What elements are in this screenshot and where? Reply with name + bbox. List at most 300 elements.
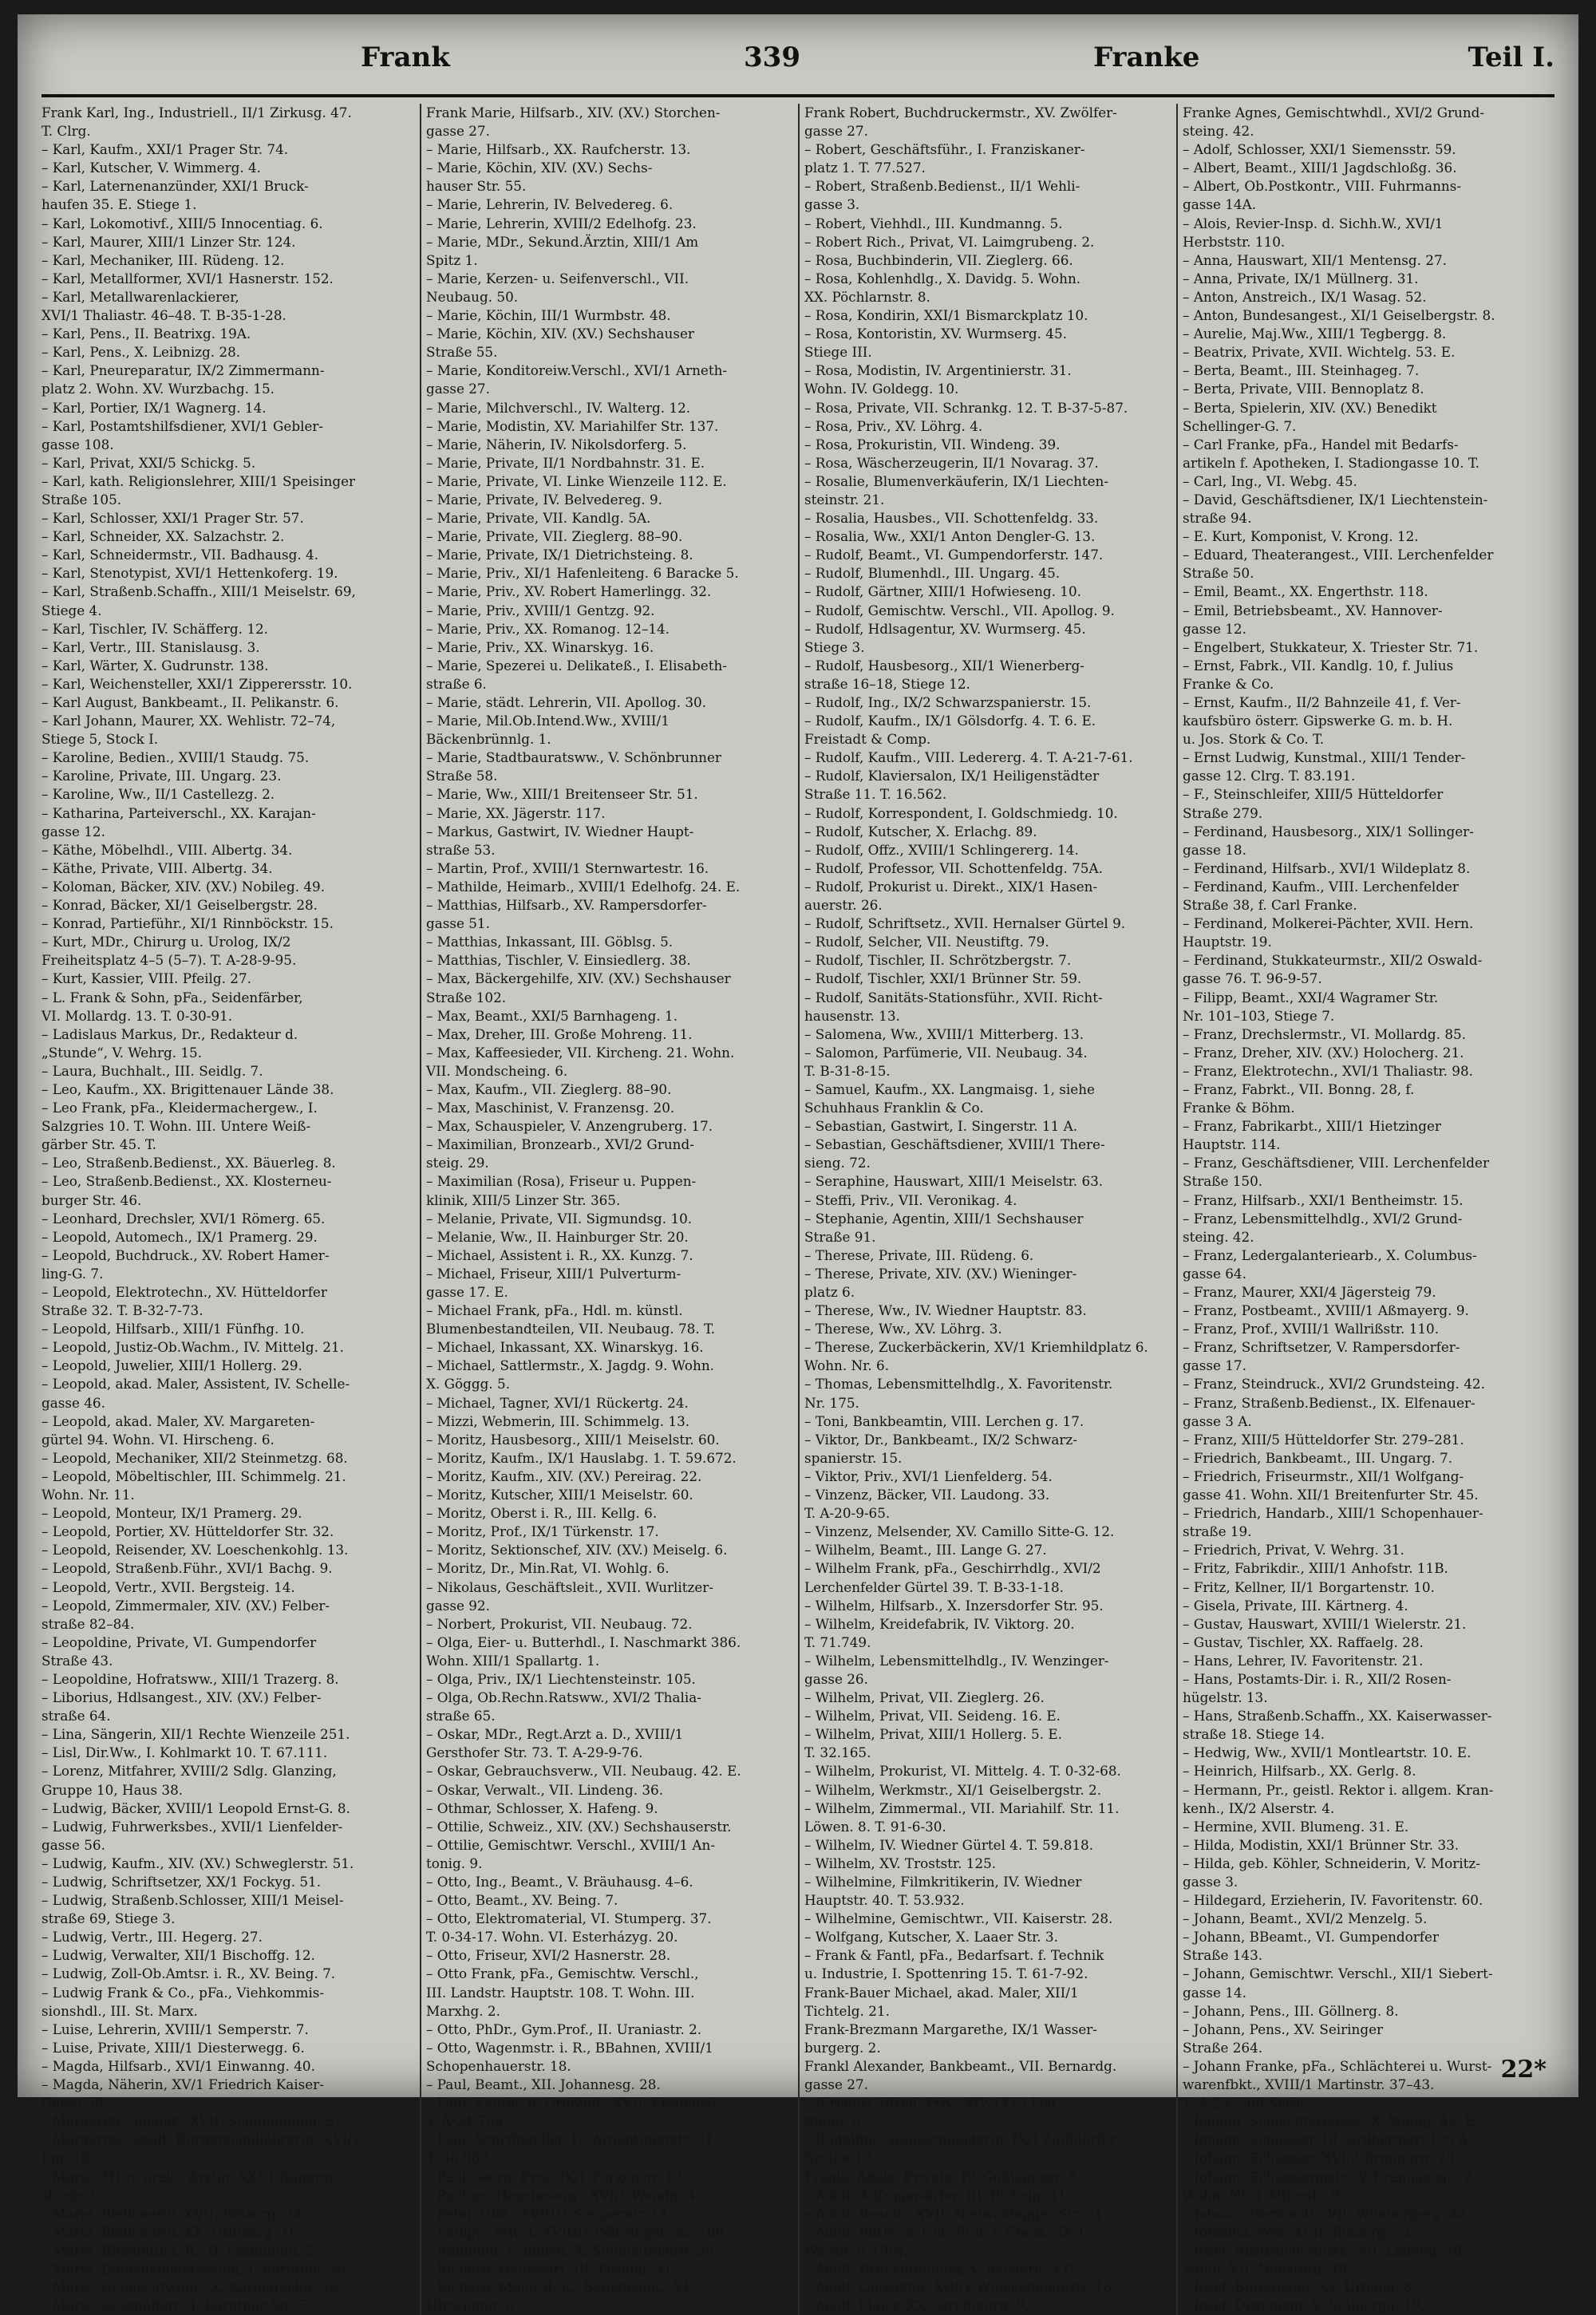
running-head-left: Frank — [361, 41, 450, 73]
directory-entry-line: – Johann, Pens., III. Göllnerg. 8. — [1183, 2002, 1399, 2019]
directory-entry-line: – Moritz, Dr., Min.Rat, VI. Wohlg. 6. — [426, 1560, 670, 1577]
directory-entry-line: – Marie, Priv., XX. Winarskyg. 16. — [426, 638, 654, 655]
directory-entry-line: – Gustav, Tischler, XX. Raffaelg. 28. — [1183, 1634, 1424, 1650]
directory-entry-line: – Franz, Ledergalanteriearb., X. Columbus- — [1183, 1246, 1477, 1263]
directory-entry-line: – Rosa, Modistin, IV. Argentinierstr. 31. — [804, 362, 1072, 379]
directory-entry-line: – Otto, Ing., Beamt., V. Bräuhausg. 4–6. — [426, 1874, 693, 1890]
directory-entry-line: Neubaug. 50. — [426, 288, 519, 305]
directory-entry-line: Schellinger-G. 7. — [1183, 417, 1297, 434]
directory-entry-line: – Therese, Ww., IV. Wiedner Hauptstr. 83. — [804, 1302, 1087, 1319]
directory-entry-line: – Marie, Köchin, XIV. (XV.) Sechs- — [426, 160, 653, 176]
directory-entry-line: – Richard, Hauswart, III. Fasang. 41. — [426, 2260, 677, 2277]
directory-entry-line: – Richard, Major d. R., Bankbeamt., VI. — [426, 2279, 693, 2296]
directory-entry-line: Straße 264. — [1183, 2039, 1263, 2056]
directory-entry-line: Straße 55. — [426, 344, 498, 361]
directory-entry-line: gasse 14. — [1183, 1984, 1246, 2001]
directory-entry-line: – Rosa, Priv., XV. Löhrg. 4. — [804, 417, 983, 434]
directory-entry-line: – Carl, Ing., VI. Webg. 45. — [1183, 472, 1357, 489]
directory-entry-line: – Norbert, Prokurist, VII. Neubaug. 72. — [426, 1615, 693, 1632]
directory-entry-line: – Ludwig, Zoll-Ob.Amtsr. i. R., XV. Being. 7. — [41, 1965, 336, 1982]
directory-entry-line: VI. Mollardg. 13. T. 0-30-91. — [41, 1007, 233, 1024]
directory-entry-line: – Ernst Ludwig, Kunstmal., XIII/1 Tender- — [1183, 749, 1466, 766]
directory-entry-line: – Hilda, geb. Köhler, Schneiderin, V. Moritz- — [1183, 1855, 1480, 1871]
directory-entry-line: – Rosa, Kontoristin, XV. Wurmserg. 45. — [804, 326, 1067, 342]
directory-entry-line: – Rosa, Wäscherzeugerin, II/1 Novarag. 37. — [804, 454, 1099, 471]
directory-entry-line: – Karl, Metallformer, XVI/1 Hasnerstr. 152. — [41, 270, 334, 286]
directory-entry-line: straße 6. — [426, 675, 487, 692]
directory-entry-line: – Hildegard, Erzieherin, IV. Favoritenstr. 60. — [1183, 1892, 1483, 1909]
directory-entry-line: – Wilhelm, Privat, VII. Seideng. 16. E. — [804, 1708, 1061, 1724]
directory-entry-line: T. 71.749. — [804, 1634, 871, 1650]
directory-entry-line: – Ferdinand, Molkerei-Pächter, XVII. Hern. — [1183, 915, 1474, 932]
directory-entry-line: Ing. 16. — [41, 2150, 94, 2167]
directory-entry-line: – Karl, Wärter, X. Gudrunstr. 138. — [41, 657, 269, 674]
directory-entry-line: – Ludwig, Kaufm., XIV. (XV.) Schweglerstr. 51. — [41, 1855, 354, 1871]
directory-entry-line: – Rudolf, Selcher, VII. Neustiftg. 79. — [804, 934, 1049, 950]
directory-entry-line: – Karl, Weichensteller, XXI/1 Zipperersstr. 10. — [41, 675, 353, 692]
directory-entry-line: – Moritz, Kutscher, XIII/1 Meiselstr. 60. — [426, 1487, 693, 1503]
directory-entry-line: – Wilhelm, XV. Troststr. 125. — [804, 1855, 997, 1871]
directory-entry-line: – Ludwig Frank & Co., pFa., Viehkommis- — [41, 1984, 325, 2001]
directory-entry-line: – Otto, PhDr., Gym.Prof., II. Uraniastr. 2. — [426, 2021, 702, 2037]
directory-entry-line: Wohn. VII. Neustiftg. 49. — [1183, 2260, 1352, 2277]
directory-entry-line: straße 1. — [41, 2187, 102, 2203]
directory-entry-line: – Josef, Anstreichermstr., VII. Langeg. 28. — [1183, 2242, 1467, 2258]
column-2 — [420, 104, 795, 2315]
directory-entry-line: VII. Mondscheing. 6. — [426, 1062, 568, 1079]
directory-entry-line: – Paul, Beamt., XII. Johannesg. 28. — [426, 2076, 661, 2093]
directory-entry-line: – Ottilie, Schweiz., XIV. (XV.) Sechshauserstr. — [426, 1818, 732, 1835]
directory-entry-line: – Oskar, MDr., Regt.Arzt a. D., XVIII/1 — [426, 1726, 684, 1743]
directory-entry-line: – Marie, Köchin, III/1 Wurmbstr. 48. — [426, 307, 671, 324]
directory-entry-line: – Marie, Priv., XX. Romanog. 12–14. — [426, 620, 670, 637]
directory-entry-line: – Kurt, MDr., Chirurg u. Urolog, IX/2 — [41, 934, 291, 950]
directory-entry-line: – Therese, Private, XIV. (XV.) Wieninger- — [804, 1265, 1077, 1282]
directory-entry-line: – Max, Kaffeesieder, VII. Kircheng. 21. Wohn. — [426, 1044, 735, 1061]
directory-entry-line: – Marie, Private, IX/1 Dietrichsteing. 8. — [426, 547, 693, 563]
directory-entry-line: Frank Marie, Hilfsarb., XIV. (XV.) Storchen- — [426, 105, 721, 120]
directory-entry-line: – Pauline, Hausbesorg., XVI/1 Wendg. 4. — [426, 2187, 700, 2203]
directory-entry-line: – Emil, Beamt., XX. Engerthstr. 118. — [1183, 583, 1428, 600]
directory-entry-line: – Karl, Pens., II. Beatrixg. 19A. — [41, 326, 251, 342]
directory-entry-line: gasse 3. — [1183, 1874, 1238, 1890]
directory-entry-line: – Moritz, Hausbesorg., XIII/1 Meiselstr. 60. — [426, 1431, 720, 1448]
directory-entry-line: – Karl, Pneureparatur, IX/2 Zimmermann- — [41, 362, 325, 379]
directory-entry-line: gasse 56. — [41, 1836, 105, 1853]
directory-entry-line: – Lorenz, Mitfahrer, XVIII/2 Sdlg. Glanzing, — [41, 1763, 337, 1780]
directory-entry-line: Wasag. 9. Clrg. — [804, 2242, 908, 2258]
directory-entry-line: – Steffi, Priv., VII. Veronikag. 4. — [804, 1191, 1017, 1208]
directory-entry-line: – Marie, Hilfsarb., XX. Raufcherstr. 13. — [426, 141, 691, 158]
directory-entry-line: – Adolf, Beamt., XVII. Neuwaldegger Str. 21. — [804, 2205, 1108, 2222]
directory-entry-line: – Franz, Postbeamt., XVIII/1 Aßmayerg. 9. — [1183, 1302, 1469, 1319]
directory-entry-line: Herbststr. 110. — [1183, 233, 1286, 250]
directory-entry-line: – Franz, Geschäftsdiener, VIII. Lerchenfelder — [1183, 1155, 1489, 1171]
directory-entry-line: – Marie, Mil.Ob.Intend.Ww., XVIII/1 — [426, 713, 670, 729]
directory-entry-line: gasse 12. Clrg. T. 83.191. — [1183, 768, 1356, 784]
directory-entry-line: – Max, Dreher, III. Große Mohreng. 11. — [426, 1025, 693, 1042]
directory-entry-line: – Max, Schauspieler, V. Anzengruberg. 17. — [426, 1118, 713, 1135]
directory-entry-line: Straße 143. — [1183, 1947, 1263, 1964]
directory-entry-line: – Karl, kath. Religionslehrer, XIII/1 Speisinger — [41, 472, 356, 489]
directory-entry-line: – Rudolf, Kaufm., IX/1 Gölsdorfg. 4. T. 6. E. — [804, 713, 1096, 729]
directory-entry-line: – Max, Kaufm., VII. Zieglerg. 88–90. — [426, 1080, 672, 1097]
directory-entry-line: – Otto, Beamt., XV. Being. 7. — [426, 1892, 618, 1909]
directory-entry-line: hügelstr. 13. — [1183, 1689, 1268, 1706]
directory-entry-line: – Otto, Wagenmstr. i. R., BBahnen, XVIII/1 — [426, 2039, 713, 2056]
directory-entry-line: artikeln f. Apotheken, I. Stadiongasse 10. T. — [1183, 454, 1479, 471]
directory-entry-line: – Carl Franke, pFa., Handel mit Bedarfs- — [1183, 436, 1459, 452]
directory-entry-line: – Maximilian, Bronzearb., XVI/2 Grund- — [426, 1136, 694, 1153]
part-label: Teil I. — [1468, 41, 1555, 73]
directory-entry-line: – Marie, städt. Lehrerin, VII. Apollog. 30. — [426, 694, 707, 710]
directory-entry-line: – Peter, Offz., XVIII/1 Semperstr. 11. — [426, 2205, 673, 2222]
directory-entry-line: – Moritz, Kaufm., IX/1 Hauslabg. 1. T. 59.672. — [426, 1449, 737, 1466]
directory-entry-line: – Moritz, Oberst i. R., III. Kellg. 6. — [426, 1505, 658, 1522]
directory-entry-line: – Hans, Postamts-Dir. i. R., XII/2 Rosen- — [1183, 1670, 1452, 1687]
directory-entry-line: – Rudolf, Schriftsetz., XVII. Hernalser Gürtel 9. — [804, 915, 1126, 932]
directory-entry-line: Straße 279. — [1183, 804, 1263, 821]
directory-entry-line: – Wilhelm, Lebensmittelhdlg., IV. Wenzinger- — [804, 1652, 1109, 1669]
signature-mark: 22* — [1500, 2056, 1547, 2084]
directory-entry-line: T. B-31-8-15. — [804, 1062, 891, 1079]
directory-entry-line: – Marie, Bedienerin, XVII. Rötzerg. 22. — [41, 2205, 306, 2222]
directory-entry-line: gasse 26. — [804, 1670, 868, 1687]
directory-entry-line: – Albert, Ob.Postkontr., VIII. Fuhrmanns- — [1183, 178, 1461, 195]
directory-entry-line: – Franz, Maurer, XXI/4 Jägersteig 79. — [1183, 1284, 1436, 1300]
directory-entry-line: – Marie, Spezerei u. Delikateß., I. Elisabeth- — [426, 657, 727, 674]
directory-entry-line: – Anna, Hauswart, XII/1 Mentensg. 27. — [1183, 251, 1447, 268]
directory-entry-line: – Michael, Tagner, XVI/1 Rückertg. 24. — [426, 1394, 689, 1411]
directory-entry-line: Frank Robert, Buchdruckermstr., XV. Zwölfer- — [804, 105, 1117, 120]
directory-entry-line: klinik, XIII/5 Linzer Str. 365. — [426, 1191, 621, 1208]
directory-entry-line: – Toni, Bankbeamtin, VIII. Lerchen g. 17. — [804, 1412, 1084, 1429]
directory-entry-line: – E. Kurt, Komponist, V. Krong. 12. — [1183, 528, 1419, 545]
directory-entry-line: – Karl, Schlosser, XXI/1 Prager Str. 57. — [41, 510, 304, 527]
directory-entry-line: – Margarete, Beamt., XVII. Schumannng. 57. — [41, 2113, 347, 2130]
directory-entry-line: sionshdl., III. St. Marx. — [41, 2002, 198, 2019]
directory-entry-line: straße 82–84. — [41, 1615, 135, 1632]
directory-entry-line: – Josef, Bürodiener, XV. Urbang. 8. — [1183, 2279, 1417, 2296]
directory-entry-line: – Johanna, Ww., XVII. Rötzerg. 22. — [1183, 2223, 1416, 2240]
directory-entry-line: – Hans, Straßenb.Schaffn., XX. Kaiserwasser- — [1183, 1708, 1492, 1724]
directory-entry-line: – Marie, XX. Jägerstr. 117. — [426, 804, 606, 821]
directory-entry-line: – Franz, Elektrotechn., XVI/1 Thaliastr. 98. — [1183, 1062, 1473, 1079]
directory-entry-line: straße 16–18, Stiege 12. — [804, 675, 970, 692]
directory-entry-line: T. 32.165. — [804, 1744, 871, 1761]
directory-entry-line: – Paul, Kaufm. u. Großhdl., XVII. Frauenstr. — [426, 2095, 722, 2112]
directory-entry-line: – Sebastian, Gastwirt, I. Singerstr. 11 A. — [804, 1118, 1078, 1135]
directory-entry-line: – Marie, Lehrerin, IV. Belvedereg. 6. — [426, 196, 674, 213]
directory-entry-line: gasse 17. — [1183, 1357, 1246, 1374]
directory-entry-line: gasse 3. — [804, 196, 860, 213]
directory-entry-line: – Rosa, Kohlenhdlg., X. Davidg. 5. Wohn. — [804, 270, 1081, 286]
directory-entry-line: gasse 27. — [804, 2076, 868, 2093]
directory-entry-line: straße 64. — [41, 1708, 111, 1724]
directory-entry-line: – Adolf, Aufzugswärter, III. Bickelg. 41. — [804, 2187, 1071, 2203]
directory-entry-line: – Anton, Bundesangest., XI/1 Geiselbergstr. 8. — [1183, 307, 1495, 324]
directory-entry-line: – Adolf, Maler, XX. Streffleurg. 9. — [804, 2297, 1029, 2314]
directory-entry-line: – Karl Johann, Maurer, XX. Wehlistr. 72–74, — [41, 713, 336, 729]
directory-entry-line: – Hermann, Pr., geistl. Rektor i. allgem. Kran- — [1183, 1781, 1494, 1798]
directory-entry-line: – Olga, Eier- u. Butterhdl., I. Naschmarkt 386. — [426, 1634, 741, 1650]
directory-entry-line: – Johann Franke, pFa., Schlächterei u. Wurst- — [1183, 2057, 1492, 2074]
directory-entry-line: – Moritz, Kaufm., XIV. (XV.) Pereirag. 22. — [426, 1468, 702, 1484]
directory-entry-line: – Robert Rich., Privat, VI. Laimgrubeng. 2. — [804, 233, 1095, 250]
directory-entry-line: – Käthe, Möbelhdl., VIII. Albertg. 34. — [41, 841, 293, 858]
directory-entry-line: – Leopold, Juwelier, XIII/1 Hollerg. 29. — [41, 1357, 302, 1374]
directory-entry-line: straße 53. — [426, 841, 496, 858]
directory-entry-line: – Eduard, Theaterangest., VIII. Lerchenfelder — [1183, 547, 1494, 563]
directory-entry-line: gürtel 94. Wohn. VI. Hirscheng. 6. — [41, 1431, 275, 1448]
directory-entry-line: gasse 17. E. — [426, 1284, 508, 1300]
directory-entry-line: – Karl, Kutscher, V. Wimmerg. 4. — [41, 160, 262, 176]
directory-entry-line: Schuhhaus Franklin & Co. — [804, 1100, 984, 1116]
directory-entry-line: – Mathilde, Heimarb., XVIII/1 Edelhofg. 24. E. — [426, 878, 741, 895]
directory-entry-line: Hauptstr. 114. — [1183, 1136, 1281, 1153]
directory-entry-line: – Karl August, Bankbeamt., II. Pelikanstr. 6. — [41, 694, 339, 710]
directory-entry-line: – Max, Maschinist, V. Franzensg. 20. — [426, 1100, 675, 1116]
directory-entry-line: – Berta, Spielerin, XIV. (XV.) Benedikt — [1183, 399, 1437, 416]
directory-entry-line: gasse 51. — [426, 915, 490, 932]
directory-entry-line: burgerg. 2. — [804, 2039, 881, 2056]
page-header — [41, 41, 1555, 89]
directory-entry-line: – Robert, Viehhdl., III. Kundmanng. 5. — [804, 215, 1063, 231]
directory-entry-line: – Johann, Schlossermstr., V. Bräuhausg. 12. — [1183, 2168, 1477, 2185]
directory-entry-line: Stiege 3. — [804, 638, 865, 655]
directory-entry-line: – Marie, Stadtbauratsww., V. Schönbrunner — [426, 749, 721, 766]
directory-entry-line: – Ottilie, Gemischtwr. Verschl., XVIII/1 An- — [426, 1836, 715, 1853]
directory-entry-line: Franke Agnes, Gemischtwhdl., XVI/2 Grund- — [1183, 105, 1485, 120]
directory-entry-line: III. Landstr. Hauptstr. 108. T. Wohn. III. — [426, 1984, 695, 2001]
directory-entry-line: Nr. 175. — [804, 1394, 859, 1411]
directory-entry-line: hausenstr. 13. — [804, 1007, 900, 1024]
directory-entry-line: Spitz 1. — [426, 251, 478, 268]
directory-entry-line: – Anton, Anstreich., IX/1 Wasag. 52. — [1183, 288, 1427, 305]
directory-entry-line: – Laura, Buchhalt., III. Seidlg. 7. — [41, 1062, 263, 1079]
directory-entry-line: – Johann, Schlächtereibes., X. Waldg. 43. E. — [1183, 2113, 1479, 2130]
directory-entry-line: – Rudolf, Offz., XVIII/1 Schlingererg. 14. — [804, 841, 1079, 858]
directory-entry-line: – Karl, Schneider, XX. Salzachstr. 2. — [41, 528, 285, 545]
directory-entry-line: – Franz, Hilfsarb., XXI/1 Bentheimstr. 15. — [1183, 1191, 1464, 1208]
directory-entry-line: – Rudolf, Gärtner, XIII/1 Hofwieseng. 10. — [804, 583, 1081, 600]
directory-entry-line: Straße 50. — [1183, 565, 1254, 582]
directory-entry-line: – Hans, Lehrer, IV. Favoritenstr. 21. — [1183, 1652, 1424, 1669]
directory-entry-line: – Rudolf, Kutscher, X. Erlachg. 89. — [804, 823, 1037, 839]
running-head-right: Franke — [1093, 41, 1200, 73]
directory-entry-line: – Franz, Drechslermstr., VI. Mollardg. 85. — [1183, 1025, 1467, 1042]
directory-entry-line: – Berta, Private, VIII. Bennoplatz 8. — [1183, 381, 1424, 397]
directory-entry-line: – Michael, Assistent i. R., XX. Kunzg. 7. — [426, 1246, 693, 1263]
directory-entry-line: – Franz, Straßenb.Bedienst., IX. Elfenauer- — [1183, 1394, 1476, 1411]
directory-entry-line: Schopenhauerstr. 18. — [426, 2057, 571, 2074]
directory-entry-line: – Max, Beamt., XXI/5 Barnhageng. 1. — [426, 1007, 678, 1024]
directory-entry-line: – Gisela, Private, III. Kärtnerg. 4. — [1183, 1597, 1408, 1614]
directory-entry-line: – Leopold, akad. Maler, Assistent, IV. Schelle- — [41, 1376, 350, 1393]
directory-entry-line: – Marie, Gemischtwhdl., X. Karmarschg. 32. — [41, 2279, 342, 2296]
directory-entry-line: gasse 27. — [426, 381, 490, 397]
directory-entry-line: platz 1. T. 77.527. — [804, 160, 926, 176]
directory-entry-line: – Rosalie, Blumenverkäuferin, IX/1 Liechten- — [804, 472, 1109, 489]
directory-entry-line: gasse 18. — [1183, 841, 1246, 858]
directory-entry-line: – Martin, Prof., XVIII/1 Sternwartestr. 16. — [426, 859, 709, 876]
directory-entry-line: – Matthias, Inkassant, III. Göblsg. 5. — [426, 934, 674, 950]
directory-entry-line: – Wilhelmine, Filmkritikerin, IV. Wiedner — [804, 1874, 1082, 1890]
directory-entry-line: gasse 46. — [41, 1394, 105, 1411]
directory-entry-line: – Adolf, Schlosser, XXI/1 Siemensstr. 59. — [1183, 141, 1456, 158]
directory-entry-line: – Leopold, Hilfsarb., XIII/1 Fünfhg. 10. — [41, 1321, 305, 1337]
directory-entry-line: – Heinrich, Hilfsarb., XX. Gerlg. 8. — [1183, 1763, 1416, 1780]
directory-entry-line: – Rudolf, Ing., IX/2 Schwarzspanierstr. 15. — [804, 694, 1092, 710]
directory-entry-line: – Karl, Privat, XXI/5 Schickg. 5. — [41, 454, 256, 471]
directory-entry-line: „Stunde“, V. Wehrg. 15. — [41, 1044, 203, 1061]
directory-entry-line: – Leopold, Justiz-Ob.Wachm., IV. Mittelg. 21. — [41, 1339, 344, 1356]
directory-entry-line: – Karoline, Private, III. Ungarg. 23. — [41, 768, 282, 784]
directory-entry-line: – Marie, Private, VI. Linke Wienzeile 112. E. — [426, 472, 727, 489]
directory-entry-line: – Hilda, Modistin, XXI/1 Brünner Str. 33. — [1183, 1836, 1460, 1853]
directory-entry-line: – Katharina, Parteiverschl., XX. Karajan- — [41, 804, 316, 821]
directory-entry-line: – Johann, Gemischtwr. Verschl., XII/1 Siebert- — [1183, 1965, 1493, 1982]
directory-entry-line: – Ludwig, Fuhrwerksbes., XVII/1 Lienfelder- — [41, 1818, 343, 1835]
directory-entry-line: – Karl, Metallwarenlackierer, — [41, 288, 239, 305]
directory-entry-line: – Rudolf, Sanitäts-Stationsführ., XVII. Richt- — [804, 989, 1103, 1005]
directory-entry-line: – Leo, Straßenb.Bedienst., XX. Bäuerleg. 8. — [41, 1155, 336, 1171]
directory-entry-line: – Karoline, Bedien., XVIII/1 Staudg. 75. — [41, 749, 310, 766]
directory-entry-line: T. A-24-703. — [426, 2113, 508, 2130]
directory-entry-line: – Oskar, Verwalt., VII. Lindeng. 36. — [426, 1781, 664, 1798]
directory-entry-line: – Beatrix, Private, XVII. Wichtelg. 53. E. — [1183, 344, 1456, 361]
directory-entry-line: – Nikolaus, Geschäftsleit., XVII. Wurlitzer- — [426, 1578, 713, 1595]
directory-entry-line: – Marie, Kerzen- u. Seifenverschl., VII. — [426, 270, 689, 286]
directory-entry-line: – Berta, Beamt., III. Steinhageg. 7. — [1183, 362, 1420, 379]
directory-entry-line: – Marie, Konditoreiw.Verschl., XVI/1 Arneth- — [426, 362, 728, 379]
directory-entry-line: – Konrad, Partieführ., XI/1 Rinnböckstr. 15. — [41, 915, 334, 932]
directory-entry-line: – Wilhelmine, Gemischtwr., VII. Kaiserstr. 28. — [804, 1910, 1113, 1927]
directory-entry-line: – Wilhelm, IV. Wiedner Gürtel 4. T. 59.818. — [804, 1836, 1094, 1853]
directory-entry-line: – Wilhelm, Privat, VII. Zieglerg. 26. — [804, 1689, 1045, 1706]
directory-entry-line: – Marie, Bedienerin, XX. Othmarg. 16. — [41, 2223, 302, 2240]
directory-entry-line: – Adolf, Ob.Faktor, XIII/1 Winckelmannstr. 16. — [804, 2279, 1116, 2296]
directory-entry-line: – Robert, Straßenb.Bedienst., II/1 Wehli- — [804, 178, 1080, 195]
directory-entry-line: – Karl, Portier, IX/1 Wagnerg. 14. — [41, 399, 267, 416]
directory-entry-line: T. A-20-9-65. — [804, 1505, 891, 1522]
directory-entry-line: – Filipp, Beamt., XXI/4 Wagramer Str. — [1183, 989, 1439, 1005]
directory-entry-line: – Lisl, Dir.Ww., I. Kohlmarkt 10. T. 67.111. — [41, 1744, 328, 1761]
directory-entry-line: – Franz, Fabrikarbt., XIII/1 Hietzinger — [1183, 1118, 1441, 1135]
directory-entry-line: – Liborius, Hdlsangest., XIV. (XV.) Felber- — [41, 1689, 322, 1706]
directory-entry-line: spanierstr. 15. — [804, 1449, 903, 1466]
directory-entry-line: – Margarete, städt. Bürgerschullehrerin, XVI/1 — [41, 2131, 361, 2148]
directory-entry-line: Tichtelg. 21. — [804, 2002, 890, 2019]
directory-entry-line: – Marie, Näherin, IV. Nikolsdorferg. 5. — [426, 436, 687, 452]
directory-entry-line: hauser Str. 55. — [426, 178, 527, 195]
directory-entry-line: – Wilhelm, Prokurist, VI. Mittelg. 4. T. 0-32-68. — [804, 1763, 1121, 1780]
directory-entry-line: – Franz, Dreher, XIV. (XV.) Holocherg. 21. — [1183, 1044, 1464, 1061]
directory-entry-line: XX. Pöchlarnstr. 8. — [804, 288, 930, 305]
directory-entry-line: kaufsbüro österr. Gipswerke G. m. b. H. — [1183, 713, 1453, 729]
directory-entry-line: – Ludwig, Verwalter, XII/1 Bischoffg. 12. — [41, 1947, 315, 1964]
directory-entry-line: – Rosalia, Ww., XXI/1 Anton Dengler-G. 13. — [804, 528, 1096, 545]
directory-entry-line: – Marie, BBeamtin i. R., II. Pazmanitg. 5. — [41, 2242, 319, 2258]
directory-entry-line: – Maximilian (Rosa), Friseur u. Puppen- — [426, 1173, 697, 1190]
directory-entry-line: – Emil, Betriebsbeamt., XV. Hannover- — [1183, 602, 1443, 618]
directory-entry-line: – Otto Frank, pFa., Gemischtw. Verschl., — [426, 1965, 699, 1982]
directory-entry-line: – Otto, Elektromaterial, VI. Stumperg. 37. — [426, 1910, 712, 1927]
directory-entry-line: – Marie, Priv., XV. Robert Hamerlingg. 32. — [426, 583, 712, 600]
directory-entry-line: – Rudolf, Prokurist u. Direkt., XIX/1 Hasen- — [804, 878, 1098, 895]
directory-entry-line: platz 2. Wohn. XV. Wurzbachg. 15. — [41, 381, 275, 397]
directory-entry-line: – Leopold, Reisender, XV. Loeschenkohlg. 13. — [41, 1542, 349, 1558]
directory-entry-line: – Karoline, Ww., II/1 Castellezg. 2. — [41, 786, 275, 803]
directory-entry-line: straße 94. — [1183, 510, 1252, 527]
directory-entry-line: – Therese, Ww., XV. Löhrg. 3. — [804, 1321, 1002, 1337]
directory-entry-line: – Karl, Kaufm., XXI/1 Prager Str. 74. — [41, 141, 289, 158]
directory-entry-line: – Paul, Schriftsteller, IV. Argentinierstr. 31. — [426, 2131, 718, 2148]
directory-entry-line: – Magda, Hilfsarb., XVI/1 Einwanng. 40. — [41, 2057, 315, 2074]
directory-entry-line: – Michael, Sattlermstr., X. Jagdg. 9. Wohn. — [426, 1357, 714, 1374]
directory-entry-line: – Rosa, Kondirin, XXI/1 Bismarckplatz 10. — [804, 307, 1088, 324]
directory-entry-line: – Aurelie, Maj.Ww., XIII/1 Tegbergg. 8. — [1183, 326, 1447, 342]
directory-entry-line: Gasse 58. — [41, 2095, 108, 2112]
directory-entry-line: gasse 12. — [1183, 620, 1246, 637]
directory-entry-line: – Rudolf, Beamt., VI. Gumpendorferstr. 147. — [804, 547, 1104, 563]
directory-entry-line: – Rudolf, Klaviersalon, IX/1 Heiligenstädter — [804, 768, 1100, 784]
directory-entry-line: – Karl, Stenotypist, XVI/1 Hettenkoferg. 19. — [41, 565, 338, 582]
directory-entry-line: – Marie, Köchin, XIV. (XV.) Sechshauser — [426, 326, 694, 342]
directory-entry-line: Franke & Co. — [1183, 675, 1274, 692]
directory-entry-line: – Franz, Steindruck., XVI/2 Grundsteing. 42. — [1183, 1376, 1485, 1393]
directory-entry-line: – Rudolf, Hausbesorg., XII/1 Wienerberg- — [804, 657, 1084, 674]
directory-entry-line: – Leopold, Möbeltischler, III. Schimmelg. 21. — [41, 1468, 346, 1484]
directory-entry-line: – Marie, Private, IV. Belvedereg. 9. — [426, 491, 662, 508]
directory-entry-line: – Rudolf, Tischler, XXI/1 Brünner Str. 59. — [804, 970, 1082, 987]
directory-entry-line: – Samuel, Kaufm., XX. Langmaisg. 1, siehe — [804, 1080, 1095, 1097]
directory-entry-line: platz 6. — [804, 1284, 855, 1300]
directory-entry-line: Salzgries 10. T. Wohn. III. Untere Weiß- — [41, 1118, 311, 1135]
directory-entry-line: – Marie, Private, VII. Zieglerg. 88–90. — [426, 528, 683, 545]
directory-entry-line: – Ernst, Fabrk., VII. Kandlg. 10, f. Julius — [1183, 657, 1454, 674]
directory-entry-line: – Adolf, Druckereileiter, V. Bacherg. 3 C. — [804, 2260, 1078, 2277]
directory-entry-line: Straße 91. — [804, 1228, 876, 1245]
directory-entry-line: – Karl, Postamtshilfsdiener, XVI/1 Gebler- — [41, 417, 324, 434]
directory-entry-line: – Franz, XIII/5 Hütteldorfer Str. 279–281. — [1183, 1431, 1464, 1448]
directory-entry-line: – Franz, Lebensmittelhdlg., XVI/2 Grund- — [1183, 1210, 1463, 1227]
directory-entry-line: – Wilhelm, Kreidefabrik, IV. Viktorg. 20. — [804, 1615, 1075, 1632]
directory-entry-line: X. Göggg. 5. — [426, 1376, 511, 1393]
directory-entry-line: steig. 29. — [426, 1155, 489, 1171]
directory-entry-line: – Rosa, Buchbinderin, VII. Zieglerg. 66. — [804, 251, 1073, 268]
directory-entry-line: – Rudolfine, Hausschneiderin, IX/1 Nußdorfer — [804, 2131, 1116, 2148]
directory-entry-line: Frank-Bauer Michael, akad. Maler, XII/1 — [804, 1984, 1079, 2001]
directory-entry-line: – Magda, Näherin, XV/1 Friedrich Kaiser- — [41, 2076, 324, 2093]
directory-entry-line: gasse 12. — [41, 823, 105, 839]
directory-entry-line: – Leopold, Monteur, IX/1 Pramerg. 29. — [41, 1505, 302, 1522]
directory-entry-line: – Lina, Sängerin, XII/1 Rechte Wienzeile 251. — [41, 1726, 350, 1743]
directory-entry-line: – L. Frank & Sohn, pFa., Seidenfärber, — [41, 989, 303, 1005]
directory-entry-line: – Salomena, Ww., XVIII/1 Mitterberg. 13. — [804, 1025, 1084, 1042]
directory-entry-line: – Rudolf, Tischler, II. Schrötzbergstr. 7. — [804, 952, 1072, 969]
directory-entry-line: – Rudolf, Kaufm., VIII. Ledererg. 4. T. A-21-7-61. — [804, 749, 1133, 766]
directory-entry-line: – Leo, Kaufm., XX. Brigittenauer Lände 38. — [41, 1080, 334, 1097]
directory-entry-line: – Wilhelm, Werkmstr., XI/1 Geiselbergstr. 2. — [804, 1781, 1102, 1798]
directory-entry-line: – Ludwig, Vertr., III. Hegerg. 27. — [41, 1929, 263, 1946]
directory-entry-line: – Leopoldine, Hofratsww., XIII/1 Trazerg. 8. — [41, 1670, 339, 1687]
directory-entry-line: tonig. 9. — [426, 1855, 483, 1871]
directory-entry-line: Frank Karl, Ing., Industriell., II/1 Zirkusg. 47. — [41, 105, 352, 120]
directory-entry-line: ling-G. 7. — [41, 1265, 104, 1282]
directory-entry-line: – Therese, Zuckerbäckerin, XV/1 Kriemhildplatz 6. — [804, 1339, 1148, 1356]
directory-entry-line: gasse 92. — [426, 1597, 490, 1614]
